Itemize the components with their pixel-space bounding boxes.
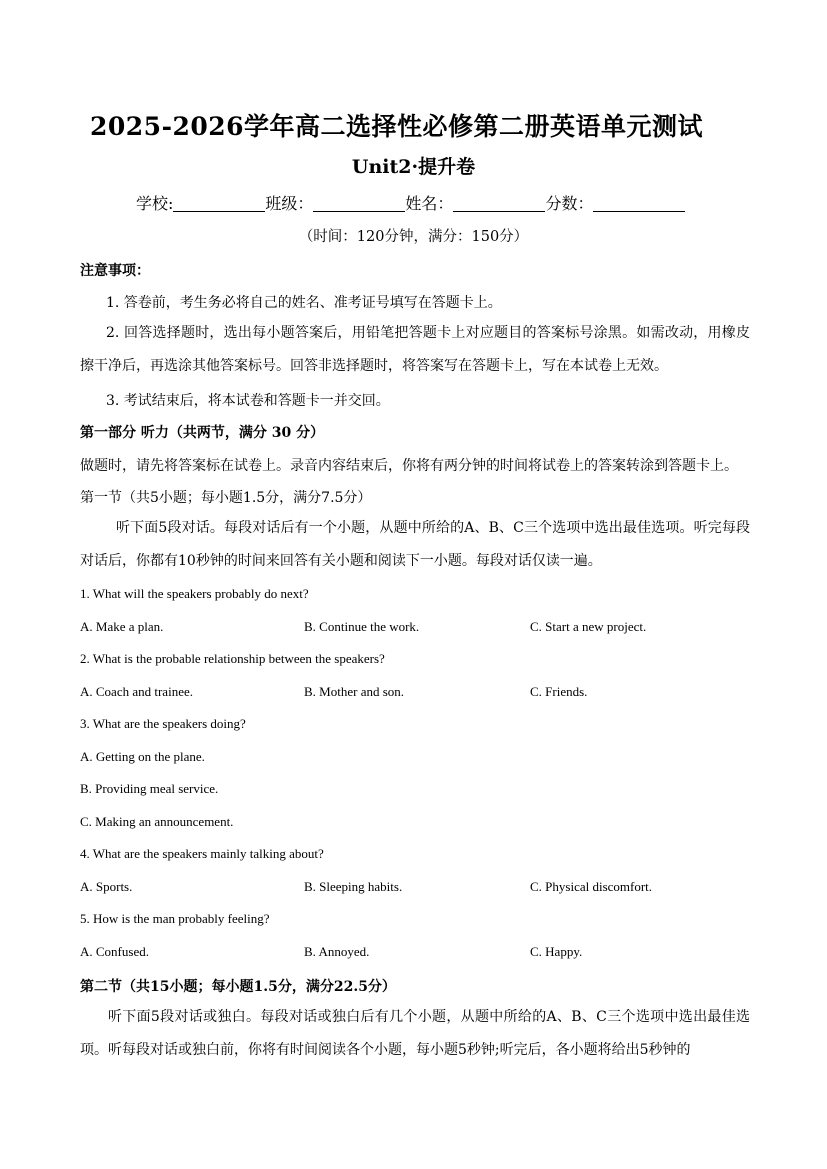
option-b: B. Providing meal service. xyxy=(80,781,219,796)
option-c: C. Start a new project. xyxy=(530,619,647,634)
score-blank[interactable] xyxy=(593,195,685,212)
section1-heading: 第一节（共5小题；每小题1.5分，满分7.5分） xyxy=(80,490,372,506)
option-c: C. Friends. xyxy=(530,684,588,699)
option-c: C. Physical discomfort. xyxy=(530,879,653,894)
name-label: 姓名： xyxy=(405,194,454,213)
option-c: C. Making an announcement. xyxy=(80,814,234,829)
option-b: B. Sleeping habits. xyxy=(304,879,403,894)
notice-item-3: 3. 考试结束后，将本试卷和答题卡一并交回。 xyxy=(106,393,390,409)
notice-item-2: 2. 回答选择题时，选出每小题答案后，用铅笔把答题卡上对应题目的答案标号涂黑。如需改动，用橡皮擦干净后，再选涂其他答案标号。回答非选择题时，将答案写在答题卡上，写在本试卷上无效。 xyxy=(80,325,750,374)
class-blank[interactable] xyxy=(313,195,405,212)
question-stem: 2. What is the probable relationship between the speakers? xyxy=(80,651,385,666)
option-b: B. Mother and son. xyxy=(304,684,405,699)
question-stem: 1. What will the speakers probably do next? xyxy=(80,586,309,601)
class-label: 班级： xyxy=(265,194,314,213)
exam-title: 2025-2026学年高二选择性必修第二册英语单元测试 xyxy=(90,112,704,141)
part1-heading: 第一部分 听力（共两节，满分 30 分） xyxy=(80,425,325,441)
option-a: A. Getting on the plane. xyxy=(80,749,205,764)
option-c: C. Happy. xyxy=(530,944,583,959)
section2-instruction: 听下面5段对话或独白。每段对话或独白后有几个小题，从题中所给的A、B、C三个选项中选出最佳选项。听每段对话或独白前，你将有时间阅读各个小题，每小题5秒钟;听完后，各小题将给出5秒钟的 xyxy=(80,1009,750,1058)
score-label: 分数： xyxy=(545,194,594,213)
option-a: A. Confused. xyxy=(80,944,149,959)
option-a: A. Make a plan. xyxy=(80,619,164,634)
school-blank[interactable] xyxy=(173,195,265,212)
question-stem: 3. What are the speakers doing? xyxy=(80,716,246,731)
option-b: B. Annoyed. xyxy=(304,944,370,959)
exam-subtitle: Unit2·提升卷 xyxy=(351,156,476,178)
option-b: B. Continue the work. xyxy=(304,619,420,634)
part1-instruction: 做题时，请先将答案标在试卷上。录音内容结束后，你将有两分钟的时间将试卷上的答案转涂到答题卡上。 xyxy=(80,458,738,474)
name-blank[interactable] xyxy=(453,195,545,212)
notice-heading: 注意事项： xyxy=(80,263,150,279)
student-info-row xyxy=(136,191,685,214)
time-note: （时间：120分钟，满分：150分） xyxy=(298,229,529,245)
section1-instruction: 听下面5段对话。每段对话后有一个小题，从题中所给的A、B、C三个选项中选出最佳选项。听完每段对话后，你都有10秒钟的时间来回答有关小题和阅读下一小题。每段对话仅读一遍。 xyxy=(80,520,750,569)
school-label: 学校: xyxy=(136,194,174,213)
question-stem: 4. What are the speakers mainly talking about? xyxy=(80,846,324,861)
option-a: A. Coach and trainee. xyxy=(80,684,193,699)
section2-heading: 第二节（共15小题；每小题1.5分，满分22.5分） xyxy=(80,979,396,995)
question-stem: 5. How is the man probably feeling? xyxy=(80,911,270,926)
notice-item-1: 1. 答卷前，考生务必将自己的姓名、准考证号填写在答题卡上。 xyxy=(106,295,502,311)
option-a: A. Sports. xyxy=(80,879,133,894)
